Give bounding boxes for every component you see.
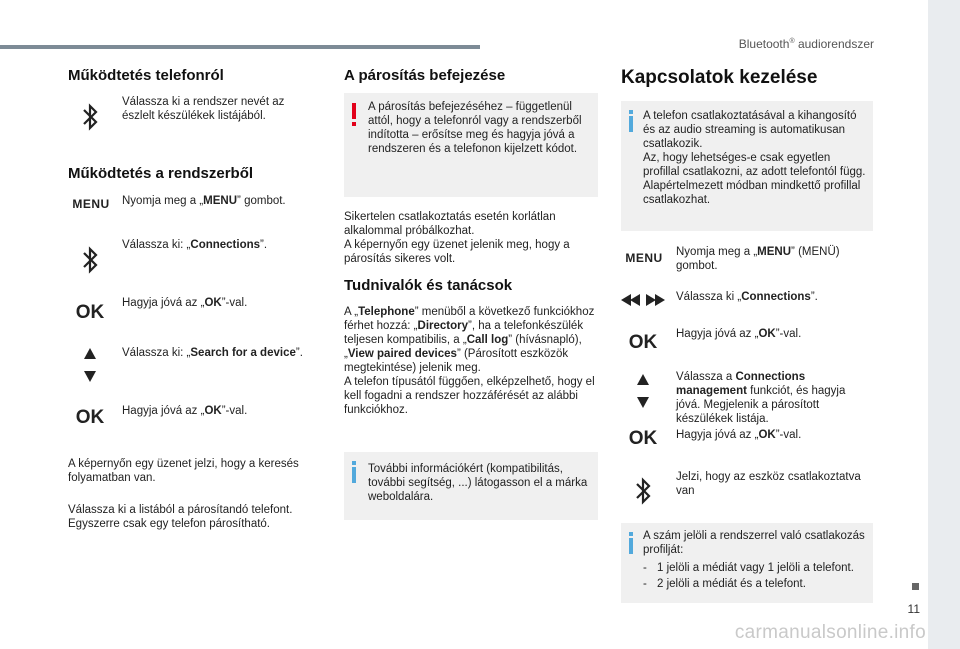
ok-button-icon: OK [628, 428, 658, 449]
conn-step-connections: Válassza ki „Connections”. [676, 291, 818, 303]
page-marker [912, 583, 919, 590]
tips-text-segment: ” (hívásnapló), „ [344, 334, 582, 360]
page-margin-strip [928, 0, 960, 649]
menu-button-icon: MENU [625, 251, 663, 265]
info-icon [629, 116, 633, 132]
bluetooth-icon [631, 474, 655, 508]
up-down-arrows-icon [635, 373, 651, 409]
heading-tips: Tudnivalók és tanácsok [344, 277, 513, 294]
heading-system-operation: Működtetés a rendszerből [68, 165, 254, 182]
warning-icon [352, 103, 356, 119]
conn-step-management: Válassza a Connections management funkciót, és hagyja jóvá. Megjelenik a párosított készülékek listája. [676, 371, 846, 425]
tips-text-segment: ” (Párosított eszközök megtekintése) jelenik meg. A telefon típusától függően, elképzelhető, hogy el kell fogadni a rendszer hozzáférését az alábbi funkciókhoz. [344, 348, 595, 416]
info-box [344, 452, 598, 520]
phone-step-select: Válassza ki a rendszer nevét az észlelt készülékek listájából. [122, 96, 285, 122]
pairing-result-text: Sikertelen csatlakoztatás esetén korlátlan alkalommal próbálkozhat. A képernyőn egy üzenet jelenik meg, hogy a párosítás sikeres volt. [344, 211, 570, 265]
left-right-arrows-icon [620, 292, 666, 308]
system-step-menu: Nyomja meg a „MENU” gombot. [122, 195, 286, 207]
info-box [621, 101, 873, 231]
bluetooth-icon [78, 243, 102, 277]
conn-step-ok-2: Hagyja jóvá az „OK”-val. [676, 429, 802, 441]
tips-text [344, 305, 598, 417]
warning-text: A párosítás befejezéséhez – függetlenül attól, hogy a telefonról vagy a rendszerből indította – erősítse meg és hagyja jóvá a rendszeren és a telefonon kijelzett kódot. [368, 101, 582, 155]
list-item: - 2 jelöli a médiát és a telefont. [643, 578, 806, 590]
page-header: Bluetooth® audiorendszer [738, 37, 874, 51]
system-step-connections: Válassza ki: „Connections”. [122, 239, 268, 251]
heading-phone-operation: Működtetés telefonról [68, 67, 224, 84]
conn-step-menu: Nyomja meg a „MENU” (MENÜ) gombot. [676, 246, 840, 272]
system-step-ok: Hagyja jóvá az „OK”-val. [122, 297, 248, 309]
page-number: 11 [907, 602, 920, 616]
tips-keyword: Call log [466, 334, 509, 346]
tips-keyword: Telephone [358, 306, 415, 318]
list-item: - 1 jelöli a médiát vagy 1 jelöli a telefont. [643, 562, 854, 574]
tips-text-segment: ”, ha a telefonkészülék teljesen kompatibilis, a „ [344, 320, 584, 346]
heading-pairing-complete: A párosítás befejezése [344, 67, 506, 84]
ok-button-icon: OK [75, 302, 105, 323]
tips-keyword: Directory [417, 320, 469, 332]
select-phone-text: Válassza ki a listából a párosítandó telefont. Egyszerre csak egy telefon párosítható. [68, 504, 293, 530]
info-text [643, 529, 869, 591]
top-rule [0, 45, 480, 49]
info-icon [629, 538, 633, 554]
info-text: További információkért (kompatibilitás, további segítség, ...) látogasson el a márka weboldalára. [368, 463, 588, 503]
tips-text-segment: ” menüből a következő funkciókhoz férhet hozzá: „ [344, 306, 595, 332]
system-step-ok-2: Hagyja jóvá az „OK”-val. [122, 405, 248, 417]
bluetooth-icon [78, 100, 102, 134]
up-down-arrows-icon [82, 347, 98, 383]
ok-button-icon: OK [628, 332, 658, 353]
info-text: A telefon csatlakoztatásával a kihangosító és az audio streaming is automatikusan csatlakozik. Az, hogy lehetséges-e csak egyetlen profillal csatlakozni, az adott telefontól függ. Alapértelmezett módban mindkettő profillal csatlakozhat. [643, 110, 866, 206]
ok-button-icon: OK [75, 407, 105, 428]
heading-connection-management: Kapcsolatok kezelése [621, 67, 818, 88]
info-icon [352, 467, 356, 483]
tips-keyword: View paired devices [347, 348, 457, 360]
search-in-progress-text: A képernyőn egy üzenet jelzi, hogy a keresés folyamatban van. [68, 458, 299, 484]
conn-step-connected: Jelzi, hogy az eszköz csatlakoztatva van [676, 471, 861, 497]
warning-box [344, 93, 598, 197]
profile-intro: A szám jelöli a rendszerrel való csatlakozás profilját: [643, 530, 865, 556]
watermark: carmanualsonline.info [734, 622, 926, 643]
system-step-search: Válassza ki: „Search for a device”. [122, 347, 303, 359]
conn-step-ok: Hagyja jóvá az „OK”-val. [676, 328, 802, 340]
tips-text-segment: A „ [344, 306, 359, 318]
info-box [621, 523, 873, 603]
menu-button-icon: MENU [72, 197, 110, 211]
